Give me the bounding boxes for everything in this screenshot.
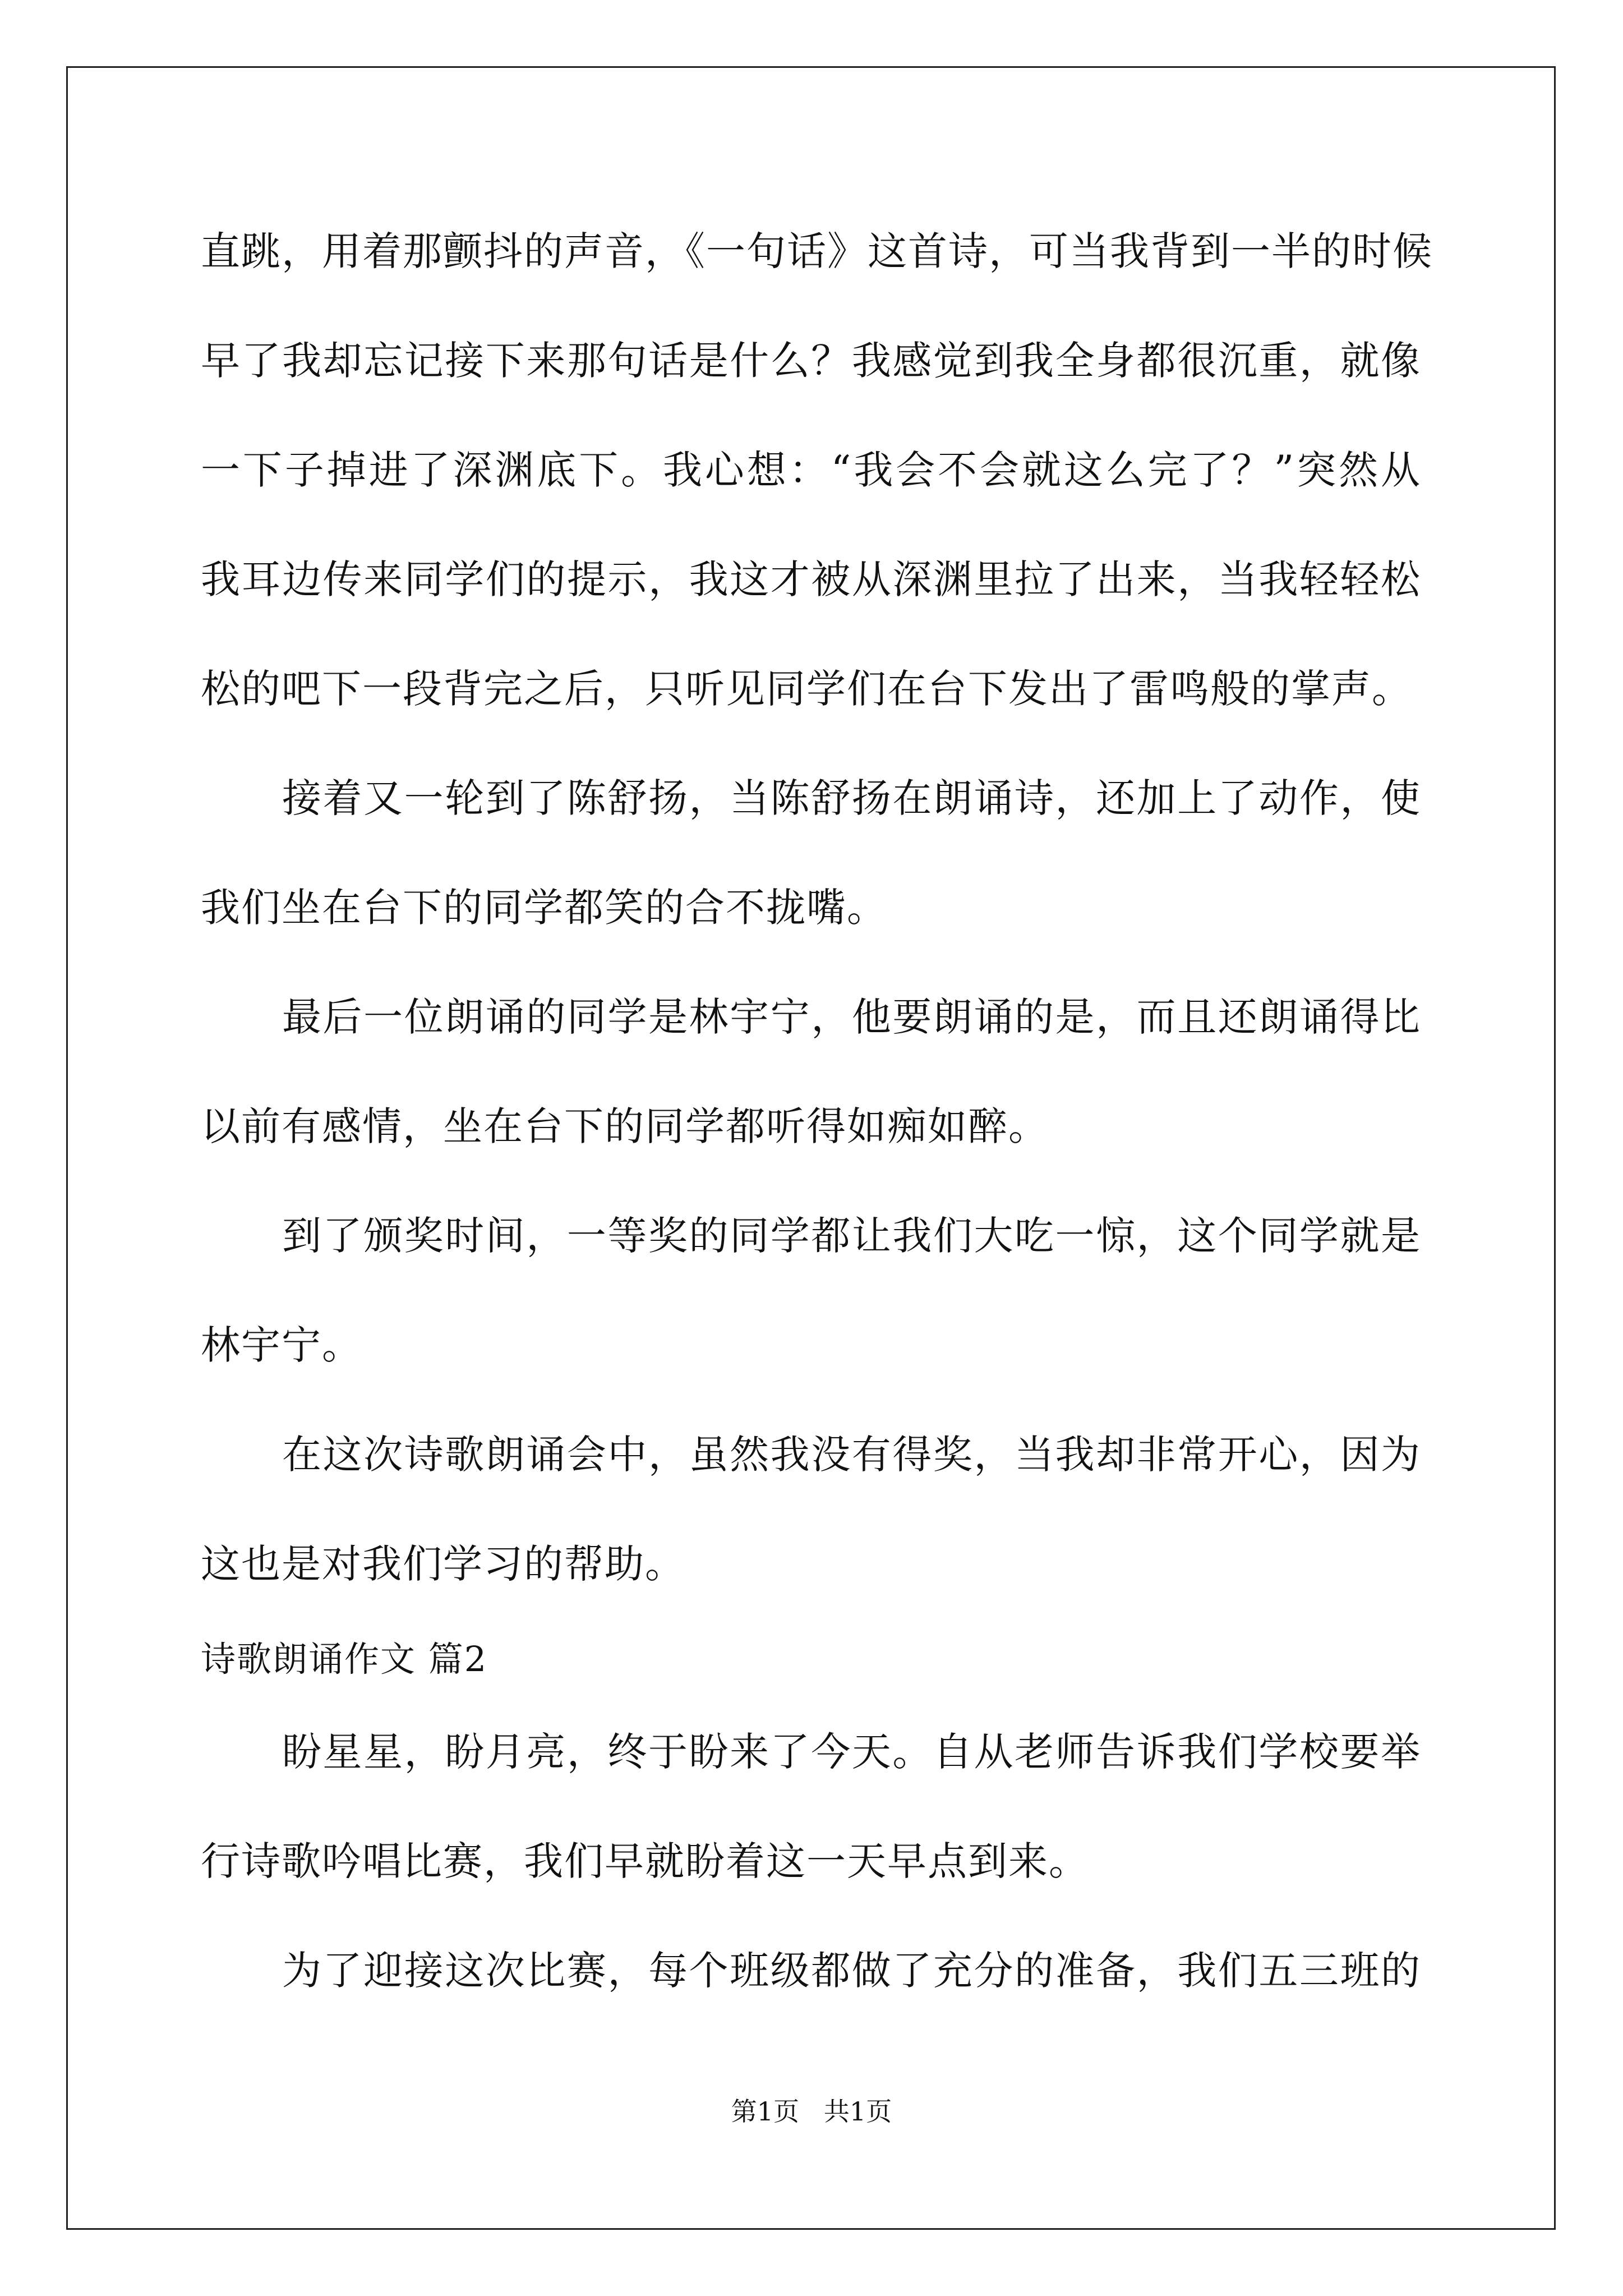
paragraph-first-line: 为了迎接这次比赛，每个班级都做了充分的准备，我们五三班的 bbox=[282, 1948, 1421, 1994]
text-line: 直跳，用着那颤抖的声音，《一句话》这首诗，可当我背到一半的时候 bbox=[201, 228, 1433, 274]
text-line: 我们坐在台下的同学都笑的合不拢嘴。 bbox=[201, 885, 887, 931]
text-line: 早了我却忘记接下来那句话是什么？我感觉到我全身都很沉重，就像 bbox=[201, 338, 1421, 384]
text-line: 一下子掉进了深渊底下。我心想：“我会不会就这么完了？”突然从 bbox=[201, 447, 1421, 493]
text-line: 我耳边传来同学们的提示，我这才被从深渊里拉了出来，当我轻轻松 bbox=[201, 556, 1421, 602]
page-footer: 第1页 共1页 bbox=[731, 2096, 892, 2127]
text-line: 这也是对我们学习的帮助。 bbox=[201, 1541, 685, 1587]
paragraph-first-line: 盼星星，盼月亮，终于盼来了今天。自从老师告诉我们学校要举 bbox=[282, 1729, 1421, 1775]
paragraph-first-line: 到了颁奖时间，一等奖的同学都让我们大吃一惊，这个同学就是 bbox=[282, 1213, 1421, 1259]
paragraph-first-line: 接着又一轮到了陈舒扬，当陈舒扬在朗诵诗，还加上了动作，使 bbox=[282, 775, 1421, 821]
text-line: 松的吧下一段背完之后，只听见同学们在台下发出了雷鸣般的掌声。 bbox=[201, 666, 1412, 712]
text-line: 行诗歌吟唱比赛，我们早就盼着这一天早点到来。 bbox=[201, 1838, 1089, 1884]
section-heading: 诗歌朗诵作文 篇2 bbox=[201, 1639, 488, 1680]
paragraph-first-line: 最后一位朗诵的同学是林宇宁，他要朗诵的是，而且还朗诵得比 bbox=[282, 994, 1421, 1040]
text-line: 林宇宁。 bbox=[201, 1322, 362, 1368]
text-line: 以前有感情，坐在台下的同学都听得如痴如醉。 bbox=[201, 1103, 1049, 1149]
paragraph-first-line: 在这次诗歌朗诵会中，虽然我没有得奖，当我却非常开心，因为 bbox=[282, 1432, 1421, 1478]
